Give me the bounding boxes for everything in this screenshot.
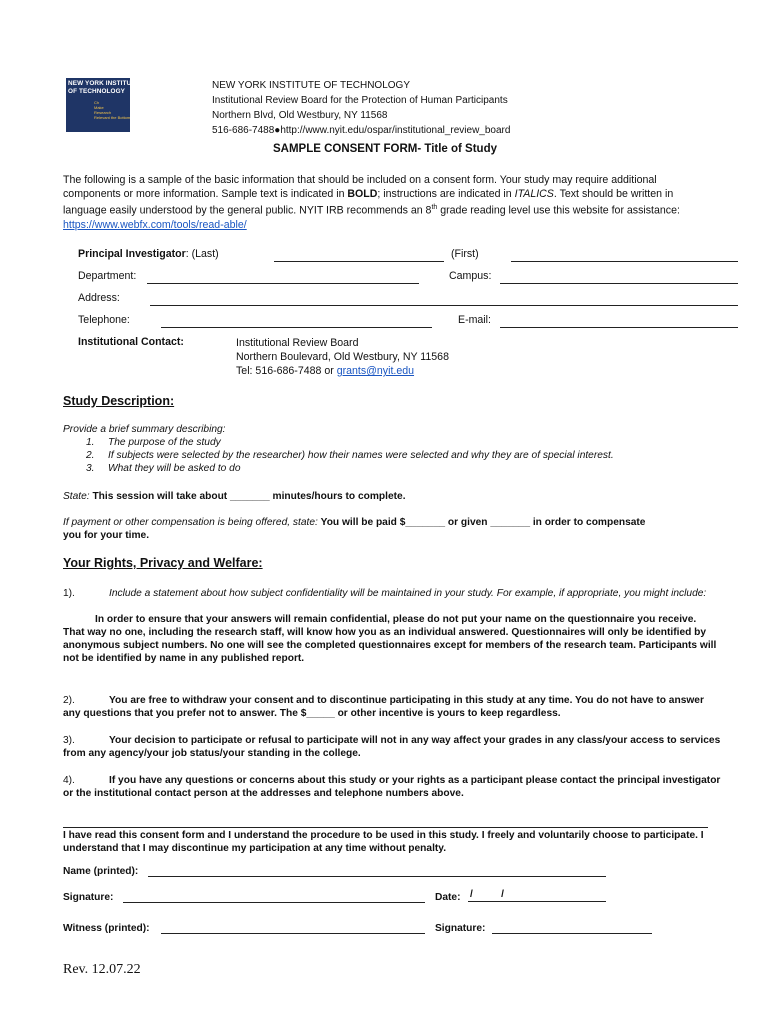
list-item: 1. The purpose of the study	[86, 437, 221, 448]
rights-heading: Your Rights, Privacy and Welfare:	[63, 556, 263, 570]
grants-email-link[interactable]: grants@nyit.edu	[336, 365, 415, 377]
name-printed-line[interactable]	[148, 876, 606, 877]
signature-line[interactable]	[123, 902, 425, 903]
telephone-line[interactable]	[161, 327, 432, 328]
inst-contact-label: Institutional Contact:	[78, 336, 184, 348]
provide-text: Provide a brief summary describing:	[63, 424, 226, 435]
page-title: SAMPLE CONSENT FORM- Title of Study	[272, 143, 498, 155]
email-label: E-mail:	[458, 314, 491, 326]
study-items	[86, 436, 614, 475]
signature2-line[interactable]	[492, 933, 652, 934]
study-heading: Study Description:	[63, 394, 175, 408]
org-name: NEW YORK INSTITUTE OF TECHNOLOGY	[212, 80, 410, 91]
org-contact: 516-686-7488●http://www.nyit.edu/ospar/institutional_review_board	[212, 125, 511, 136]
telephone-label: Telephone:	[78, 314, 130, 326]
inst-contact-block: Institutional Review Board Northern Boulevard, Old Westbury, NY 11568 Tel: 516-686-7488 or grants@nyit.edu	[236, 337, 449, 377]
witness-label: Witness (printed):	[63, 923, 150, 934]
email-line[interactable]	[500, 327, 738, 328]
first-label: (First)	[451, 248, 479, 260]
readability-link[interactable]: https://www.webfx.com/tools/read-able/	[63, 218, 247, 231]
revision-footer: Rev. 12.07.22	[63, 962, 141, 977]
department-label: Department:	[78, 270, 137, 282]
pi-first-line[interactable]	[511, 261, 738, 262]
address-label: Address:	[78, 292, 120, 304]
signature-label: Signature:	[63, 892, 114, 903]
signature2-label: Signature:	[435, 923, 486, 934]
consent-statement: I have read this consent form and I understand the procedure to be used in this study. I freely and voluntarily choose to participate. I understand that I may discontinue my participation at any time without penalty.	[63, 830, 704, 854]
rights-p4: 4). If you have any questions or concerns about this study or your rights as a participant please contact the principal investigator or the institutional contact person at the addresses and telephone numbers above.	[63, 775, 721, 799]
list-item: 3. What they will be asked to do	[86, 463, 241, 474]
compensation-text: If payment or other compensation is being offered, state: You will be paid $_______ or given _______ in order to compensate you for your time.	[63, 517, 646, 541]
campus-label: Campus:	[449, 270, 492, 282]
witness-line[interactable]	[161, 933, 425, 934]
pi-last-line[interactable]	[274, 261, 444, 262]
rights-p3: 3). Your decision to participate or refusal to participate will not in any way affect your grades in any class/your access to services from any agency/your job status/your standing in the college.	[63, 735, 721, 759]
rights-p2: 2). You are free to withdraw your consent and to discontinue participating in this study at any time. You do not have to answer any questions that you prefer not to answer. The $_____ or other incentive is yours to keep regardless.	[63, 695, 704, 719]
address-line[interactable]	[150, 305, 738, 306]
date-label: Date:	[435, 892, 461, 903]
department-line[interactable]	[147, 283, 419, 284]
pi-label: Principal Investigator: (Last)	[78, 248, 219, 260]
divider	[63, 827, 708, 828]
nyit-logo: NEW YORK INSTITUTE OF TECHNOLOGY Ch Make Research Relevant the Bottom	[66, 78, 130, 132]
intro-paragraph: The following is a sample of the basic information that should be included on a consent form. Your study may require additional components or more information. Sample text is indicated in BOLD; instructions are indicated in ITALICS. Text should be written in language easily understood by the general public. NYIT IRB recommends an 8th grade reading level use this website for assistance: https://www.webfx.com/tools/read-able/	[63, 174, 680, 231]
rights-p1-intro: 1). Include a statement about how subject confidentiality will be maintained in your study. For example, if appropriate, you might include:	[63, 588, 707, 599]
session-duration: State: This session will take about _______ minutes/hours to complete.	[63, 491, 406, 502]
board-name: Institutional Review Board for the Protection of Human Participants	[212, 95, 508, 106]
name-printed-label: Name (printed):	[63, 866, 139, 877]
org-address: Northern Blvd, Old Westbury, NY 11568	[212, 110, 388, 121]
date-field[interactable]: / /	[468, 888, 606, 902]
campus-line[interactable]	[500, 283, 738, 284]
letterhead	[212, 78, 510, 138]
rights-p1-text: In order to ensure that your answers will remain confidential, please do not put your name on the questionnaire you receive. That way no one, including the research staff, will know how you as an individual answered. Questionnaires will only be identified by anonymous subject numbers. No one will see the completed questionnaires except for members of the research team. Participants will not be identified by name in any published report.	[63, 614, 717, 664]
list-item: 2. If subjects were selected by the researcher) how their names were selected and why they are of special interest.	[86, 450, 614, 461]
